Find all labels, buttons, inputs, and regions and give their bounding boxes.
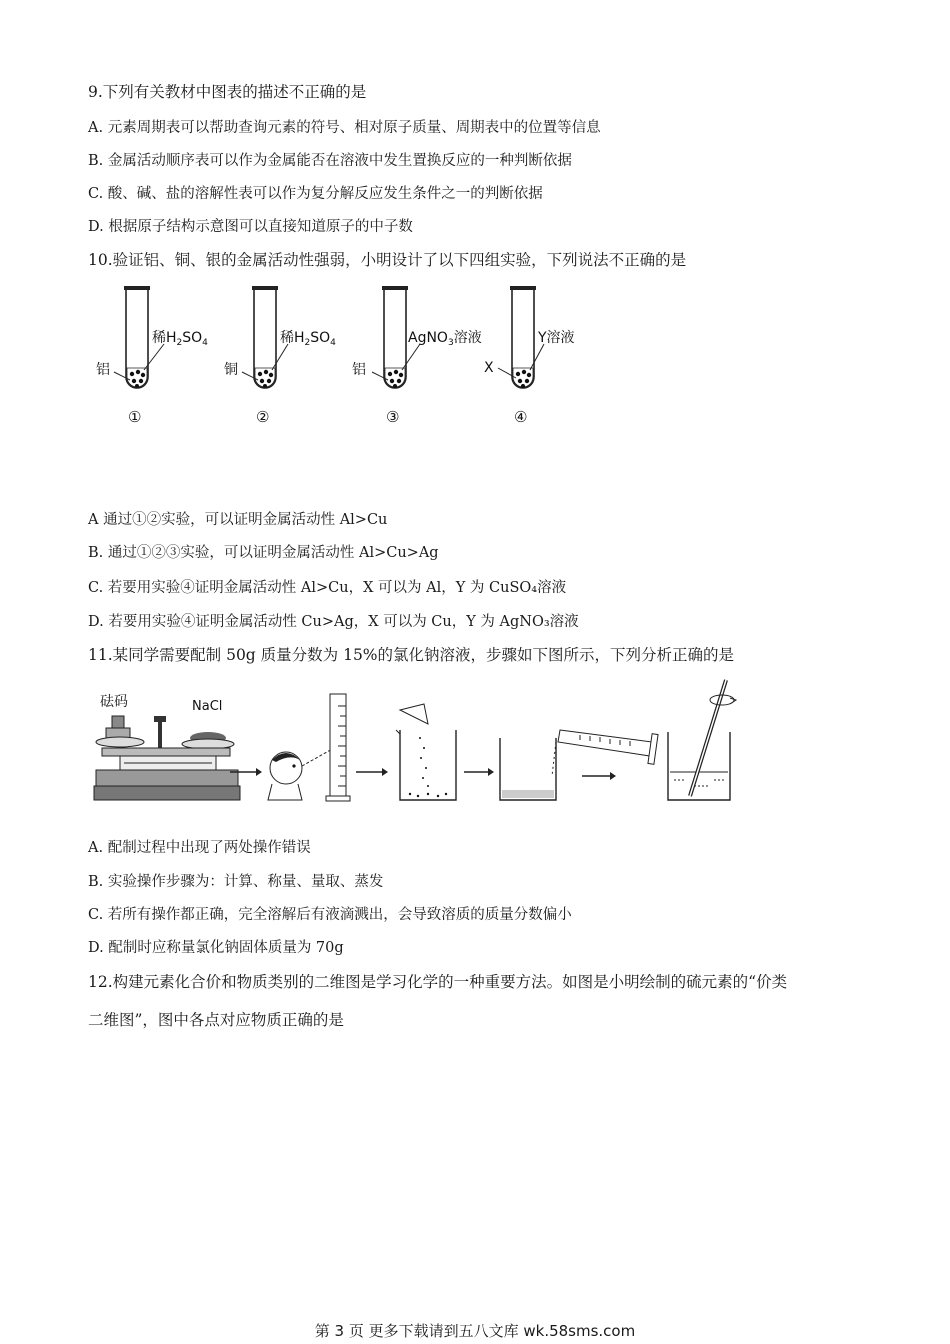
pouring-water-beaker (500, 730, 658, 800)
pouring-solid-beaker (396, 704, 456, 800)
tube-4-number: ④ (514, 408, 528, 426)
q10-option-c: C. 若要用实验④证明金属活动性 Al>Cu，X 可以为 Al，Y 为 CuSO₄溶液 (88, 580, 567, 596)
q9-option-c: C. 酸、碱、盐的溶解性表可以作为复分解反应发生条件之一的判断依据 (88, 186, 543, 202)
q9-option-a: A. 元素周期表可以帮助查询元素的符号、相对原子质量、周期表中的位置等信息 (88, 120, 601, 136)
weight-label: 砝码 (100, 694, 128, 710)
tube-1-metal-label: 铝 (96, 362, 110, 378)
tube-1-number: ① (128, 408, 142, 426)
q11-option-c: C. 若所有操作都正确，完全溶解后有液滴溅出，会导致溶质的质量分数偏小 (88, 907, 572, 923)
q12-stem-line-2: 二维图”，图中各点对应物质正确的是 (88, 1011, 344, 1029)
tube-3-solution-label: AgNO$_3$溶液 (408, 330, 482, 348)
q11-option-a: A. 配制过程中出现了两处操作错误 (88, 840, 311, 856)
q10-option-b: B. 通过①②③实验，可以证明金属活动性 Al>Cu>Ag (88, 545, 439, 561)
nacl-label: NaCl (192, 699, 223, 714)
q9-option-d: D. 根据原子结构示意图可以直接知道原子的中子数 (88, 219, 413, 235)
arrow-3 (464, 768, 494, 776)
balance-scale (94, 693, 240, 800)
tube-2-solution-label: 稀$H_2SO_4$ (280, 330, 336, 348)
page-footer: 第 3 页 更多下载请到五八文库 wk.58sms.com (314, 1322, 636, 1340)
q10-option-a: A 通过①②实验，可以证明金属活动性 Al>Cu (88, 512, 388, 528)
q11-option-d: D. 配制时应称量氯化钠固体质量为 70g (88, 940, 344, 956)
tube-4-solution-label: Y溶液 (538, 330, 575, 346)
test-tube-4 (484, 286, 575, 426)
arrow-2 (356, 768, 388, 776)
q11-stem: 11.某同学需要配制 50g 质量分数为 15%的氯化钠溶液，步骤如下图所示，下列分析正确的是 (88, 646, 735, 664)
q11-option-b: B. 实验操作步骤为：计算、称量、量取、蒸发 (88, 874, 384, 890)
q10-option-d: D. 若要用实验④证明金属活动性 Cu>Ag，X 可以为 Cu，Y 为 AgNO₃溶液 (88, 614, 579, 630)
tube-1-solution-label: 稀$H_2SO_4$ (152, 330, 208, 348)
q9-stem: 9.下列有关教材中图表的描述不正确的是 (88, 83, 367, 101)
q10-test-tube-figure (88, 282, 608, 432)
test-tube-3 (352, 286, 482, 426)
tube-3-number: ③ (386, 408, 400, 426)
tube-2-number: ② (256, 408, 270, 426)
arrow-4 (582, 772, 616, 780)
reading-cylinder (268, 694, 350, 801)
q10-stem: 10.验证铝、铜、银的金属活动性强弱，小明设计了以下四组实验，下列说法不正确的是 (88, 251, 687, 269)
test-tube-2 (224, 286, 336, 426)
tube-3-metal-label: 铝 (352, 362, 366, 378)
tube-4-metal-label: X (484, 360, 494, 376)
test-tube-1 (96, 286, 208, 426)
q9-option-b: B. 金属活动顺序表可以作为金属能否在溶液中发生置换反应的一种判断依据 (88, 153, 572, 169)
tube-2-metal-label: 铜 (224, 362, 238, 378)
stirring-beaker (668, 680, 736, 800)
q11-solution-preparation-figure (90, 676, 770, 810)
q12-stem-line-1: 12.构建元素化合价和物质类别的二维图是学习化学的一种重要方法。如图是小明绘制的硫元素的“价类 (88, 973, 788, 991)
